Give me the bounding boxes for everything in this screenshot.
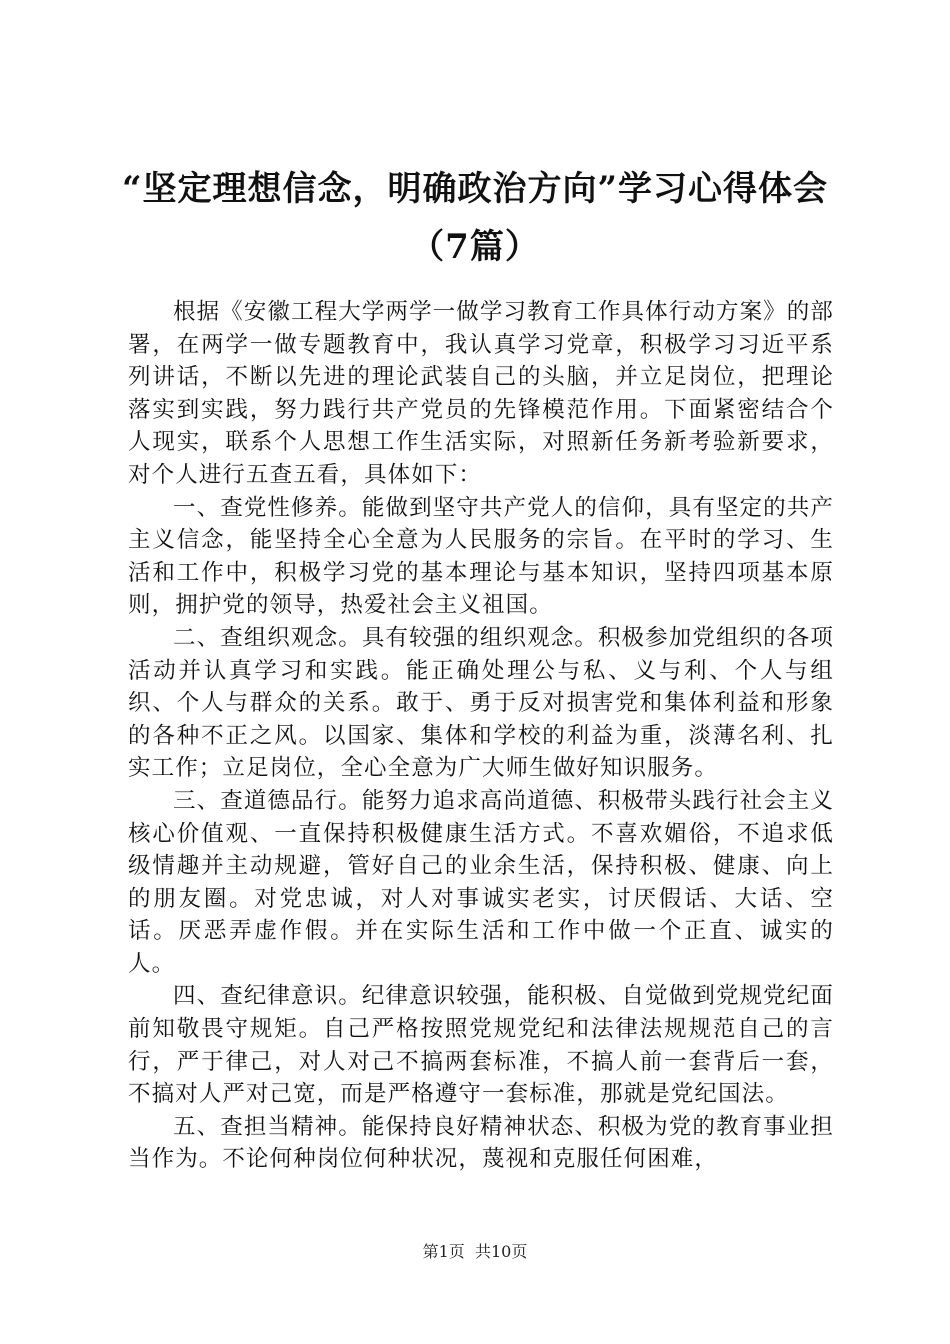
page-total: 共10页 — [474, 1242, 528, 1261]
page-footer — [0, 1242, 950, 1262]
document-body — [128, 296, 834, 1176]
document-title: “坚定理想信念，明确政治方向”学习心得体会（7篇） — [121, 169, 829, 267]
section-responsibility: 五、查担当精神。能保持良好精神状态、积极为党的教育事业担当作为。不论何种岗位何种状况，蔑视和克服任何困难， — [128, 1113, 834, 1173]
section-morality: 三、查道德品行。能努力追求高尚道德、积极带头践行社会主义核心价值观、一直保持积极健康生活方式。不喜欢媚俗，不追求低级情趣并主动规避，管好自己的业余生活，保持积极、健康、向上的朋友圈。对党忠诚，对人对事诚实老实，讨厌假话、大话、空话。厌恶弄虚作假。并在实际生活和工作中做一个正直、诚实的人。 — [128, 787, 834, 977]
section-party-spirit: 一、查党性修养。能做到坚守共产党人的信仰，具有坚定的共产主义信念，能坚持全心全意为人民服务的宗旨。在平时的学习、生活和工作中，积极学习党的基本理论与基本知识，坚持四项基本原则，拥护党的领导，热爱社会主义祖国。 — [128, 494, 834, 619]
section-discipline: 四、查纪律意识。纪律意识较强，能积极、自觉做到党规党纪面前知敬畏守规矩。自己严格按照党规党纪和法律法规规范自己的言行，严于律己，对人对己不搞两套标准，不搞人前一套背后一套，不搞对人严对己宽，而是严格遵守一套标准，那就是党纪国法。 — [128, 983, 834, 1108]
section-organization: 二、查组织观念。具有较强的组织观念。积极参加党组织的各项活动并认真学习和实践。能正确处理公与私、义与利、个人与组织、个人与群众的关系。敢于、勇于反对损害党和集体利益和形象的各种不正之风。以国家、集体和学校的利益为重，淡薄名利、扎实工作；立足岗位，全心全意为广大师生做好知识服务。 — [128, 624, 834, 782]
page-number: 第1页 — [422, 1242, 465, 1261]
intro-paragraph: 根据《安徽工程大学两学一做学习教育工作具体行动方案》的部署，在两学一做专题教育中，我认真学习党章，积极学习习近平系列讲话，不断以先进的理论武装自己的头脑，并立足岗位，把理论落实到实践，努力践行共产党员的先锋模范作用。下面紧密结合个人现实，联系个人思想工作生活实际，对照新任务新考验新要求，对个人进行五查五看，具体如下： — [128, 299, 834, 488]
